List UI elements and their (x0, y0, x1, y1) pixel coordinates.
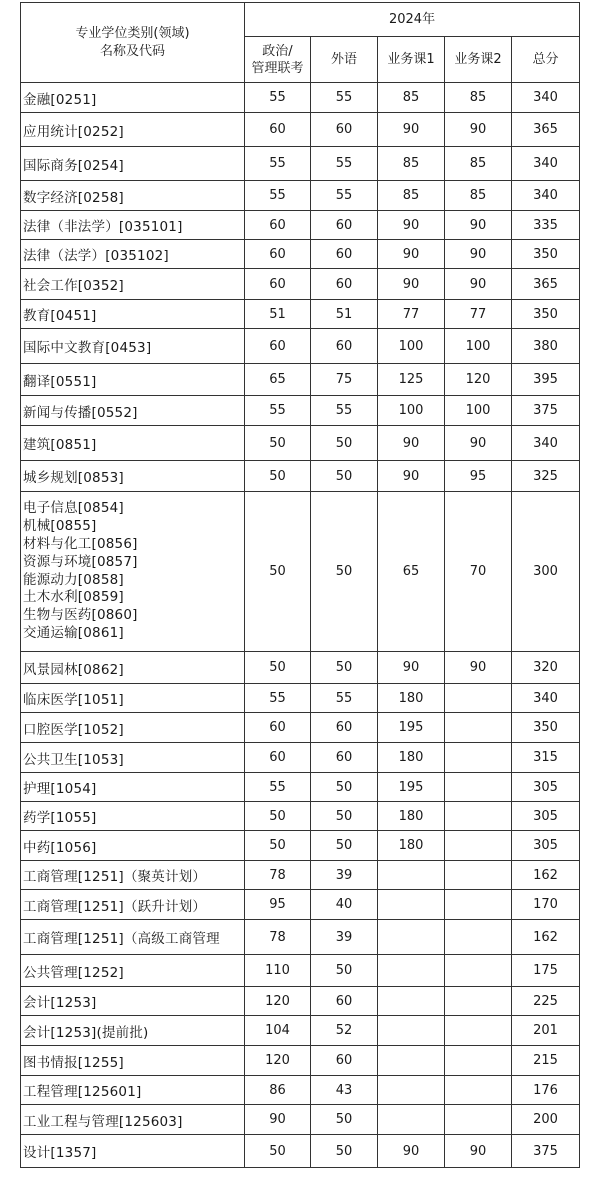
score-cell: 77 (445, 300, 512, 329)
score-cell: 305 (512, 831, 580, 861)
program-name: 护理[1054] (21, 773, 245, 802)
score-cell: 90 (445, 1135, 512, 1168)
score-cell: 335 (512, 211, 580, 240)
score-cell: 50 (311, 955, 378, 987)
table-row (21, 269, 580, 300)
score-cell: 90 (378, 426, 445, 461)
score-cell: 60 (245, 329, 311, 364)
table-row (21, 426, 580, 461)
program-name: 公共卫生[1053] (21, 743, 245, 773)
program-name: 法律（非法学）[035101] (21, 211, 245, 240)
table-row (21, 713, 580, 743)
score-cell: 90 (378, 269, 445, 300)
program-name: 工商管理[1251]（跃升计划） (21, 890, 245, 920)
program-name: 设计[1357] (21, 1135, 245, 1168)
score-cell: 55 (245, 684, 311, 713)
score-cell: 85 (378, 83, 445, 113)
column-header: 外语 (311, 37, 378, 83)
table-row (21, 861, 580, 890)
score-cell: 86 (245, 1076, 311, 1105)
score-cell: 162 (512, 920, 580, 955)
program-name: 应用统计[0252] (21, 113, 245, 147)
program-name (21, 492, 245, 652)
score-cell: 340 (512, 83, 580, 113)
score-cell: 78 (245, 920, 311, 955)
score-cell: 55 (311, 684, 378, 713)
score-cell (445, 1016, 512, 1046)
score-cell: 60 (245, 211, 311, 240)
score-cell: 50 (245, 461, 311, 492)
score-cell: 65 (378, 492, 445, 652)
score-cell: 60 (311, 113, 378, 147)
score-cell (378, 1016, 445, 1046)
program-name: 中药[1056] (21, 831, 245, 861)
program-name: 金融[0251] (21, 83, 245, 113)
score-cell: 104 (245, 1016, 311, 1046)
program-name-line: 材料与化工[0856] (23, 535, 138, 552)
score-cell: 50 (311, 652, 378, 684)
score-cell: 340 (512, 181, 580, 211)
score-cell: 39 (311, 861, 378, 890)
score-cell: 55 (311, 83, 378, 113)
category-header: 专业学位类别(领域) 名称及代码 (21, 3, 245, 83)
score-cell: 85 (378, 181, 445, 211)
table-row (21, 831, 580, 861)
score-cell: 60 (311, 1046, 378, 1076)
program-name: 数字经济[0258] (21, 181, 245, 211)
score-table (20, 2, 580, 1168)
score-cell (445, 713, 512, 743)
score-cell: 95 (245, 890, 311, 920)
table-row (21, 329, 580, 364)
score-cell: 90 (245, 1105, 311, 1135)
score-cell: 305 (512, 802, 580, 831)
score-cell: 375 (512, 396, 580, 426)
score-cell (378, 1046, 445, 1076)
program-name-line: 土木水利[0859] (23, 589, 124, 606)
score-cell: 85 (445, 181, 512, 211)
table-row (21, 1046, 580, 1076)
program-name-line: 资源与环境[0857] (23, 553, 138, 570)
score-cell (378, 920, 445, 955)
score-cell (445, 890, 512, 920)
score-cell: 50 (311, 773, 378, 802)
score-cell: 60 (245, 269, 311, 300)
program-name: 工商管理[1251]（聚英计划） (21, 861, 245, 890)
score-cell: 365 (512, 269, 580, 300)
program-name: 新闻与传播[0552] (21, 396, 245, 426)
score-cell: 90 (378, 1135, 445, 1168)
score-cell: 200 (512, 1105, 580, 1135)
score-cell: 300 (512, 492, 580, 652)
table-row (21, 300, 580, 329)
score-cell: 365 (512, 113, 580, 147)
score-cell: 60 (245, 713, 311, 743)
score-cell: 50 (311, 426, 378, 461)
score-cell: 90 (378, 240, 445, 269)
score-cell: 60 (311, 743, 378, 773)
score-cell (445, 773, 512, 802)
score-cell: 325 (512, 461, 580, 492)
score-cell: 50 (311, 1135, 378, 1168)
score-cell (445, 1105, 512, 1135)
score-cell: 39 (311, 920, 378, 955)
score-cell: 50 (245, 1135, 311, 1168)
column-header: 业务课2 (445, 37, 512, 83)
score-cell: 225 (512, 987, 580, 1016)
score-cell: 90 (445, 240, 512, 269)
score-cell: 350 (512, 713, 580, 743)
score-cell: 90 (445, 269, 512, 300)
score-cell: 90 (378, 211, 445, 240)
score-cell: 305 (512, 773, 580, 802)
program-name: 公共管理[1252] (21, 955, 245, 987)
program-name: 图书情报[1255] (21, 1046, 245, 1076)
score-cell: 180 (378, 802, 445, 831)
score-cell (378, 987, 445, 1016)
table-row (21, 684, 580, 713)
score-cell: 90 (445, 426, 512, 461)
score-cell: 50 (311, 1105, 378, 1135)
program-name: 国际商务[0254] (21, 147, 245, 181)
score-cell: 50 (245, 492, 311, 652)
score-cell: 350 (512, 240, 580, 269)
table-row (21, 1076, 580, 1105)
score-cell: 180 (378, 684, 445, 713)
table-row (21, 461, 580, 492)
year-header: 2024年 (245, 3, 580, 37)
table-row (21, 83, 580, 113)
score-cell: 70 (445, 492, 512, 652)
program-name: 教育[0451] (21, 300, 245, 329)
table-row (21, 240, 580, 269)
score-cell (378, 861, 445, 890)
program-name: 工商管理[1251]（高级工商管理 (21, 920, 245, 955)
score-cell: 50 (245, 652, 311, 684)
program-name: 临床医学[1051] (21, 684, 245, 713)
score-cell: 85 (445, 147, 512, 181)
score-cell: 60 (245, 113, 311, 147)
program-name: 建筑[0851] (21, 426, 245, 461)
score-cell: 60 (245, 743, 311, 773)
score-cell: 195 (378, 773, 445, 802)
score-cell: 55 (245, 181, 311, 211)
score-cell: 50 (245, 426, 311, 461)
score-cell: 60 (311, 269, 378, 300)
score-cell: 55 (245, 396, 311, 426)
score-cell: 95 (445, 461, 512, 492)
score-cell (445, 955, 512, 987)
score-cell: 120 (445, 364, 512, 396)
score-cell: 55 (311, 181, 378, 211)
table-row (21, 1016, 580, 1046)
score-cell: 50 (311, 802, 378, 831)
score-cell: 50 (311, 831, 378, 861)
score-cell: 176 (512, 1076, 580, 1105)
score-cell: 100 (445, 329, 512, 364)
table-row (21, 147, 580, 181)
score-cell: 340 (512, 147, 580, 181)
program-name: 工程管理[125601] (21, 1076, 245, 1105)
score-cell: 175 (512, 955, 580, 987)
score-cell: 340 (512, 426, 580, 461)
program-name: 药学[1055] (21, 802, 245, 831)
table-row (21, 364, 580, 396)
column-header: 政治/ 管理联考 (245, 37, 311, 83)
score-cell: 50 (311, 461, 378, 492)
score-cell: 90 (378, 113, 445, 147)
score-cell: 78 (245, 861, 311, 890)
table-row (21, 955, 580, 987)
score-cell: 77 (378, 300, 445, 329)
score-cell (445, 1076, 512, 1105)
column-header: 总分 (512, 37, 580, 83)
score-cell: 162 (512, 861, 580, 890)
score-cell: 90 (378, 652, 445, 684)
table-row (21, 396, 580, 426)
score-cell: 55 (311, 396, 378, 426)
score-cell: 120 (245, 1046, 311, 1076)
program-name: 工业工程与管理[125603] (21, 1105, 245, 1135)
score-cell: 215 (512, 1046, 580, 1076)
score-cell: 85 (378, 147, 445, 181)
score-cell: 315 (512, 743, 580, 773)
table-row (21, 987, 580, 1016)
program-name-line: 机械[0855] (23, 518, 97, 535)
score-cell (378, 1076, 445, 1105)
score-cell: 380 (512, 329, 580, 364)
score-cell: 43 (311, 1076, 378, 1105)
score-cell: 52 (311, 1016, 378, 1046)
score-cell (445, 743, 512, 773)
score-cell: 110 (245, 955, 311, 987)
program-name-line: 电子信息[0854] (23, 500, 124, 517)
score-cell (445, 831, 512, 861)
column-header: 业务课1 (378, 37, 445, 83)
program-name-line: 生物与医药[0860] (23, 607, 138, 624)
score-cell (445, 802, 512, 831)
score-cell: 100 (378, 396, 445, 426)
score-cell: 55 (245, 147, 311, 181)
score-cell: 65 (245, 364, 311, 396)
score-cell: 51 (245, 300, 311, 329)
score-cell: 375 (512, 1135, 580, 1168)
score-cell: 90 (445, 652, 512, 684)
program-name: 会计[1253] (21, 987, 245, 1016)
table-row (21, 211, 580, 240)
score-cell (378, 955, 445, 987)
table-row (21, 113, 580, 147)
table-row (21, 652, 580, 684)
score-cell (445, 684, 512, 713)
program-name: 国际中文教育[0453] (21, 329, 245, 364)
score-cell: 180 (378, 743, 445, 773)
table-body (21, 83, 580, 1168)
score-cell: 85 (445, 83, 512, 113)
score-cell: 201 (512, 1016, 580, 1046)
table-row (21, 492, 580, 652)
table-row (21, 1135, 580, 1168)
program-name: 口腔医学[1052] (21, 713, 245, 743)
score-cell (445, 861, 512, 890)
program-name-line: 能源动力[0858] (23, 571, 124, 588)
table-row (21, 181, 580, 211)
table-row (21, 1105, 580, 1135)
score-cell: 395 (512, 364, 580, 396)
program-name: 法律（法学）[035102] (21, 240, 245, 269)
score-cell: 51 (311, 300, 378, 329)
table-row (21, 743, 580, 773)
score-cell: 90 (445, 211, 512, 240)
score-cell (378, 890, 445, 920)
score-cell: 60 (311, 329, 378, 364)
score-cell: 55 (245, 83, 311, 113)
table-row (21, 773, 580, 802)
score-cell: 100 (445, 396, 512, 426)
table-row (21, 802, 580, 831)
score-cell: 100 (378, 329, 445, 364)
score-cell: 90 (445, 113, 512, 147)
score-cell: 55 (245, 773, 311, 802)
score-cell (445, 920, 512, 955)
score-cell (445, 987, 512, 1016)
score-cell: 180 (378, 831, 445, 861)
score-cell: 55 (311, 147, 378, 181)
score-cell: 120 (245, 987, 311, 1016)
score-cell: 75 (311, 364, 378, 396)
score-cell: 40 (311, 890, 378, 920)
score-cell: 50 (245, 802, 311, 831)
score-cell: 50 (245, 831, 311, 861)
program-name: 会计[1253](提前批) (21, 1016, 245, 1046)
score-cell: 195 (378, 713, 445, 743)
score-cell: 350 (512, 300, 580, 329)
score-cell: 60 (311, 713, 378, 743)
program-name: 风景园林[0862] (21, 652, 245, 684)
score-cell: 340 (512, 684, 580, 713)
score-cell: 60 (311, 240, 378, 269)
program-name: 城乡规划[0853] (21, 461, 245, 492)
score-cell: 170 (512, 890, 580, 920)
score-cell (378, 1105, 445, 1135)
score-cell (445, 1046, 512, 1076)
program-name: 翻译[0551] (21, 364, 245, 396)
score-cell: 320 (512, 652, 580, 684)
score-cell: 125 (378, 364, 445, 396)
score-cell: 50 (311, 492, 378, 652)
table-row (21, 890, 580, 920)
score-cell: 90 (378, 461, 445, 492)
table-row (21, 920, 580, 955)
score-cell: 60 (311, 211, 378, 240)
score-cell: 60 (311, 987, 378, 1016)
program-name: 社会工作[0352] (21, 269, 245, 300)
program-name-line: 交通运输[0861] (23, 624, 124, 641)
score-cell: 60 (245, 240, 311, 269)
